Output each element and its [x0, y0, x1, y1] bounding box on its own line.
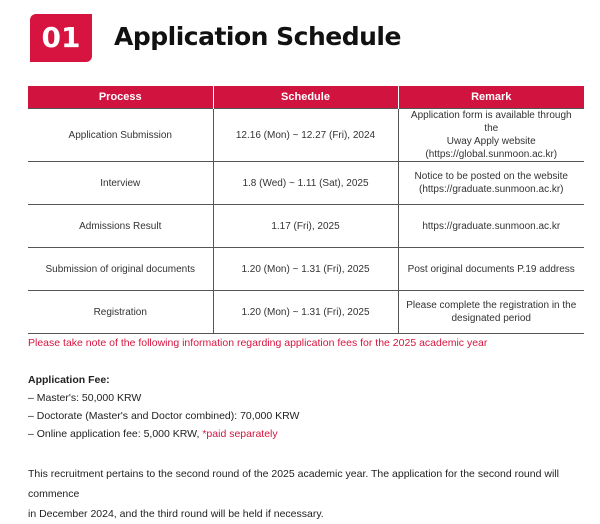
fee-masters: – Master's: 50,000 KRW: [28, 392, 142, 404]
remark-line: Notice to be posted on the website: [414, 171, 568, 182]
footer-paragraph: [28, 464, 586, 524]
column-header-schedule: Schedule: [213, 86, 398, 109]
remark-line: Please complete the registration in the: [406, 300, 577, 311]
remark-link: (https://graduate.sunmoon.ac.kr): [418, 184, 564, 195]
table-header-row: [28, 86, 584, 109]
remark-line: Application form is available through the: [410, 110, 572, 134]
fee-notice: Please take note of the following information regarding application fees for the 2025 academic year: [28, 337, 488, 349]
remark-line: designated period: [451, 313, 531, 324]
remark-line: Post original documents P.19 address: [407, 263, 575, 275]
remark-link: https://graduate.sunmoon.ac.kr: [422, 220, 561, 232]
remark-cell: [398, 291, 584, 334]
fee-online-note: *paid separately: [202, 428, 278, 440]
remark-cell: [398, 248, 584, 291]
fee-doctorate: – Doctorate (Master's and Doctor combined): 70,000 KRW: [28, 410, 300, 422]
table-row: [28, 291, 584, 334]
process-cell: Interview: [28, 162, 213, 205]
footer-line: in December 2024, and the third round will be held if necessary.: [28, 508, 324, 520]
table-row: [28, 248, 584, 291]
process-cell: Application Submission: [28, 109, 213, 162]
page-title: Application Schedule: [114, 22, 401, 51]
schedule-cell: 1.20 (Mon) ~ 1.31 (Fri), 2025: [213, 291, 398, 334]
schedule-cell: 1.17 (Fri), 2025: [213, 205, 398, 248]
schedule-cell: 1.20 (Mon) ~ 1.31 (Fri), 2025: [213, 248, 398, 291]
fee-online-label: – Online application fee: 5,000 KRW,: [28, 428, 203, 440]
schedule-table: [28, 86, 584, 334]
table-row: [28, 205, 584, 248]
process-cell: Admissions Result: [28, 205, 213, 248]
fee-online: [28, 428, 278, 440]
column-header-remark: Remark: [398, 86, 584, 109]
remark-cell: [398, 162, 584, 205]
schedule-cell: 1.8 (Wed) ~ 1.11 (Sat), 2025: [213, 162, 398, 205]
remark-line: Uway Apply website: [446, 136, 536, 147]
fee-section-title: Application Fee:: [28, 374, 110, 386]
column-header-process: Process: [28, 86, 213, 109]
table-row: [28, 162, 584, 205]
section-number: 01: [41, 21, 81, 54]
process-cell: Submission of original documents: [28, 248, 213, 291]
footer-line: This recruitment pertains to the second round of the 2025 academic year. The application for the second round will commence: [28, 468, 559, 500]
remark-cell: [398, 205, 584, 248]
schedule-cell: 12.16 (Mon) ~ 12.27 (Fri), 2024: [213, 109, 398, 162]
section-number-badge: [30, 14, 92, 62]
remark-cell: [398, 109, 584, 162]
table-row: [28, 109, 584, 162]
process-cell: Registration: [28, 291, 213, 334]
remark-link: (https://global.sunmoon.ac.kr): [425, 149, 558, 160]
